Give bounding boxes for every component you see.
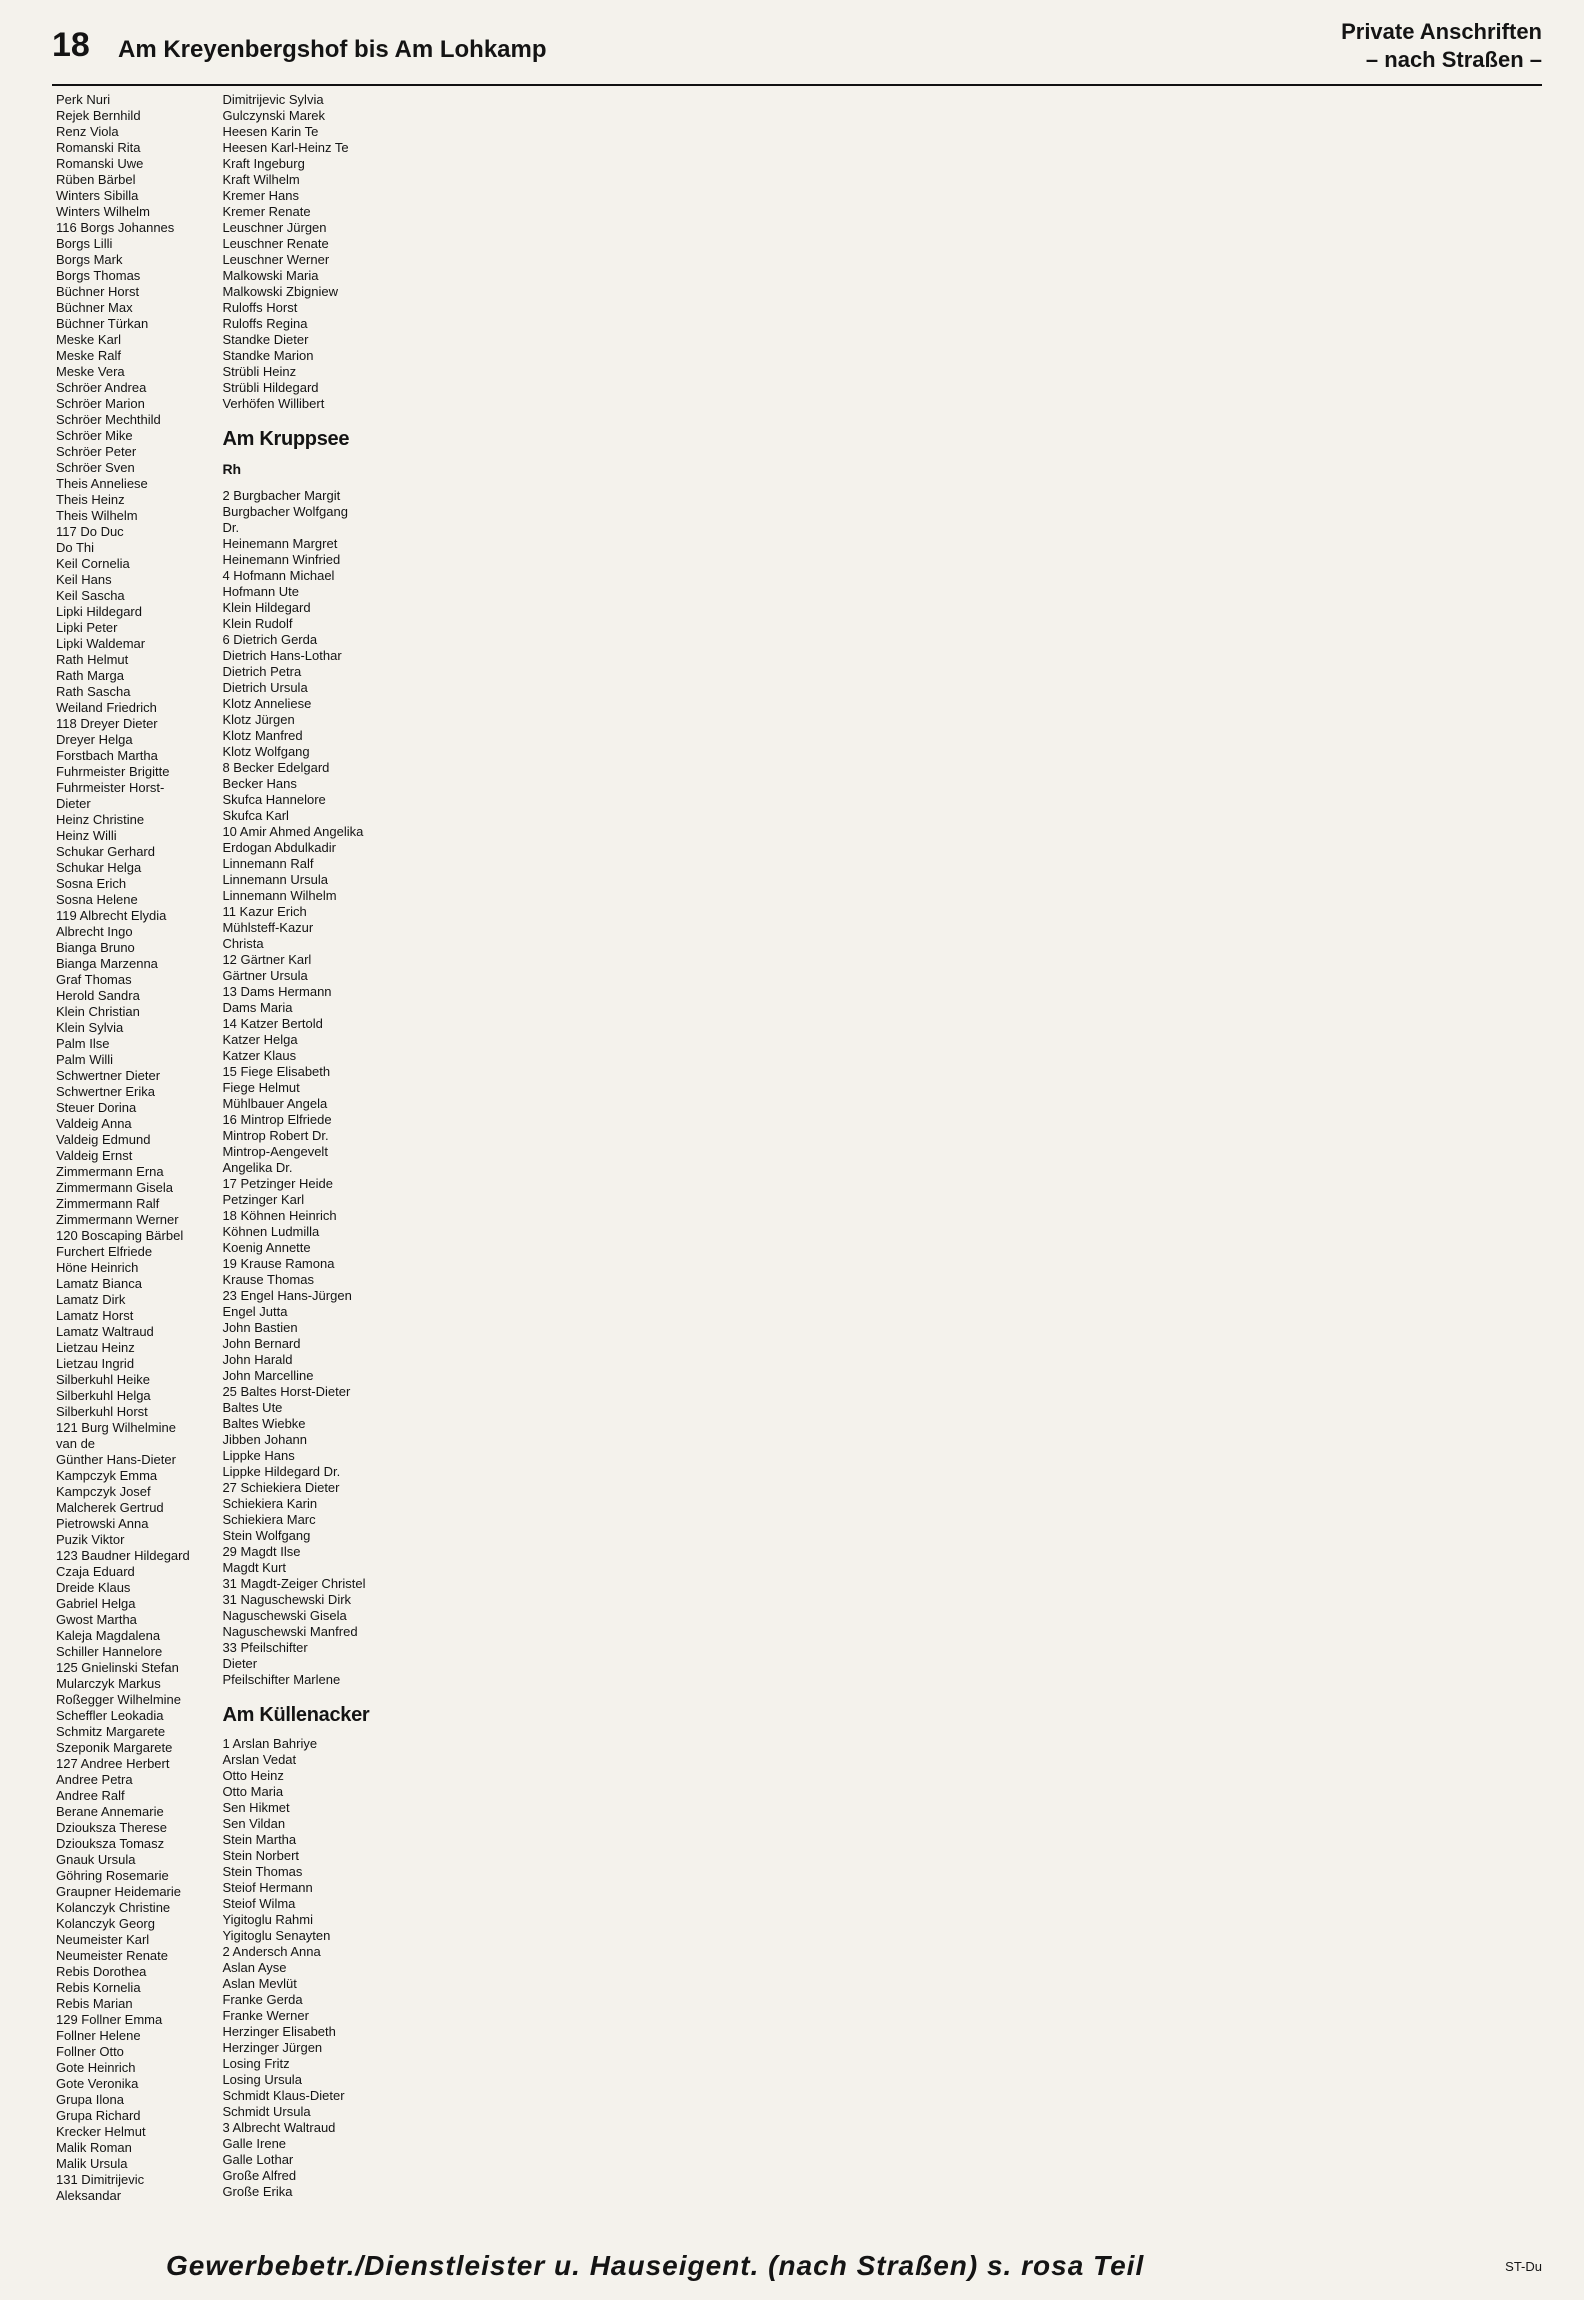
directory-entry: 119 Albrecht Elydia: [56, 908, 167, 923]
street-heading: Am Küllenacker: [222, 1704, 370, 1726]
directory-entry: 23 Engel Hans-Jürgen: [222, 1288, 352, 1303]
directory-entry: Angelika Dr.: [222, 1160, 293, 1175]
header-rule: [52, 84, 1542, 86]
directory-entry: Heinz Willi: [56, 828, 117, 843]
directory-entry: Kremer Hans: [222, 188, 300, 203]
directory-entry: Schmitz Margarete: [56, 1724, 166, 1739]
directory-columns: [56, 92, 1542, 2230]
directory-entry: Stein Martha: [222, 1832, 297, 1847]
directory-column-4: [555, 92, 709, 2230]
directory-entry: Fuhrmeister Horst-: [56, 780, 165, 795]
directory-entry: Herzinger Jürgen: [222, 2040, 323, 2055]
directory-entry: Zimmermann Gisela: [56, 1180, 174, 1195]
directory-entry: Klotz Anneliese: [222, 696, 312, 711]
directory-entry: Galle Irene: [222, 2136, 287, 2151]
directory-entry: 14 Katzer Bertold: [222, 1016, 323, 1031]
directory-entry: 31 Naguschewski Dirk: [222, 1592, 352, 1607]
directory-entry: Gabriel Helga: [56, 1596, 136, 1611]
directory-entry: Leuschner Jürgen: [222, 220, 327, 235]
directory-entry: Dams Maria: [222, 1000, 293, 1015]
directory-entry: Gote Veronika: [56, 2076, 139, 2091]
directory-entry: Silberkuhl Heike: [56, 1372, 150, 1387]
directory-entry: Winters Wilhelm: [56, 204, 150, 219]
directory-entry: Ruloffs Horst: [222, 300, 298, 315]
directory-entry: Lamatz Horst: [56, 1308, 134, 1323]
directory-entry: Kampczyk Emma: [56, 1468, 158, 1483]
directory-entry: Dietrich Petra: [222, 664, 302, 679]
directory-entry: Steiof Wilma: [222, 1896, 296, 1911]
directory-entry: Sen Hikmet: [222, 1800, 290, 1815]
directory-entry: John Bernard: [222, 1336, 301, 1351]
directory-entry: Burgbacher Wolfgang: [222, 504, 348, 519]
directory-entry: Kraft Ingeburg: [222, 156, 305, 171]
directory-entry: Berane Annemarie: [56, 1804, 164, 1819]
directory-entry: Rath Sascha: [56, 684, 131, 699]
directory-entry: Lamatz Waltraud: [56, 1324, 154, 1339]
directory-entry: Lipki Hildegard: [56, 604, 142, 619]
directory-entry: Kampczyk Josef: [56, 1484, 151, 1499]
directory-entry: Heesen Karin Te: [222, 124, 319, 139]
directory-entry: Standke Marion: [222, 348, 314, 363]
directory-entry: Dziouksza Therese: [56, 1820, 168, 1835]
directory-entry: Weiland Friedrich: [56, 700, 157, 715]
directory-entry: 1 Arslan Bahriye: [222, 1736, 318, 1751]
directory-entry: Neumeister Renate: [56, 1948, 168, 1963]
directory-entry: Mühlsteff-Kazur: [222, 920, 314, 935]
directory-entry: Strübli Hildegard: [222, 380, 319, 395]
directory-entry: Schiekiera Marc: [222, 1512, 316, 1527]
directory-entry: Follner Otto: [56, 2044, 124, 2059]
directory-entry: Katzer Helga: [222, 1032, 298, 1047]
directory-entry: Renz Viola: [56, 124, 119, 139]
directory-entry: Zimmermann Erna: [56, 1164, 164, 1179]
directory-entry: Dziouksza Tomasz: [56, 1836, 165, 1851]
directory-entry: Otto Maria: [222, 1784, 284, 1799]
directory-entry: Rath Marga: [56, 668, 124, 683]
directory-entry: Keil Sascha: [56, 588, 125, 603]
directory-entry: 120 Boscaping Bärbel: [56, 1228, 184, 1243]
directory-entry: 25 Baltes Horst-Dieter: [222, 1384, 351, 1399]
directory-entry: Neumeister Karl: [56, 1932, 150, 1947]
directory-entry: Büchner Horst: [56, 284, 140, 299]
directory-entry: Erdogan Abdulkadir: [222, 840, 336, 855]
directory-entry: 116 Borgs Johannes: [56, 220, 175, 235]
directory-entry: John Marcelline: [222, 1368, 314, 1383]
directory-entry: 29 Magdt Ilse: [222, 1544, 301, 1559]
directory-entry: Borgs Mark: [56, 252, 123, 267]
directory-entry: Meske Vera: [56, 364, 125, 379]
directory-entry: Schröer Mechthild: [56, 412, 161, 427]
directory-entry: Andree Ralf: [56, 1788, 125, 1803]
directory-entry: Koenig Annette: [222, 1240, 311, 1255]
directory-entry: Rath Helmut: [56, 652, 129, 667]
directory-entry: Linnemann Wilhelm: [222, 888, 337, 903]
directory-entry: Malik Roman: [56, 2140, 132, 2155]
directory-entry: Becker Hans: [222, 776, 297, 791]
directory-entry: 121 Burg Wilhelmine: [56, 1420, 176, 1435]
directory-entry: Ruloffs Regina: [222, 316, 308, 331]
directory-entry: 8 Becker Edelgard: [222, 760, 330, 775]
directory-column-6: [888, 92, 1042, 2230]
directory-entry: Herzinger Elisabeth: [222, 2024, 336, 2039]
directory-entry: Galle Lothar: [222, 2152, 294, 2167]
directory-entry: Keil Hans: [56, 572, 112, 587]
directory-entry: Borgs Lilli: [56, 236, 113, 251]
directory-entry: Klein Rudolf: [222, 616, 293, 631]
directory-entry: Leuschner Werner: [222, 252, 330, 267]
directory-entry: Naguschewski Manfred: [222, 1624, 358, 1639]
directory-entry: Franke Werner: [222, 2008, 309, 2023]
directory-entry: Krause Thomas: [222, 1272, 314, 1287]
directory-entry: Skufca Hannelore: [222, 792, 326, 807]
directory-entry: 127 Andree Herbert: [56, 1756, 170, 1771]
directory-entry: Valdeig Edmund: [56, 1132, 151, 1147]
directory-entry: Graf Thomas: [56, 972, 132, 987]
directory-entry: Malkowski Zbigniew: [222, 284, 339, 299]
directory-entry: Yigitoglu Senayten: [222, 1928, 331, 1943]
directory-entry: Dimitrijevic Sylvia: [222, 92, 324, 107]
directory-entry: Albrecht Ingo: [56, 924, 133, 939]
directory-entry: Scheffler Leokadia: [56, 1708, 164, 1723]
directory-entry: Heinz Christine: [56, 812, 145, 827]
directory-entry: Gärtner Ursula: [222, 968, 308, 983]
directory-entry: Schiller Hannelore: [56, 1644, 163, 1659]
directory-entry: Lietzau Ingrid: [56, 1356, 135, 1371]
directory-entry: Franke Gerda: [222, 1992, 303, 2007]
directory-entry: Rebis Marian: [56, 1996, 133, 2011]
directory-entry: Mintrop Robert Dr.: [222, 1128, 329, 1143]
directory-entry: Keil Cornelia: [56, 556, 130, 571]
directory-entry: Romanski Rita: [56, 140, 141, 155]
directory-entry: Kraft Wilhelm: [222, 172, 300, 187]
directory-entry: Schwertner Dieter: [56, 1068, 161, 1083]
directory-entry: Kaleja Magdalena: [56, 1628, 161, 1643]
directory-entry: Klotz Jürgen: [222, 712, 295, 727]
directory-column-2: [222, 92, 376, 2230]
directory-entry: Klotz Manfred: [222, 728, 303, 743]
directory-entry: Bianga Bruno: [56, 940, 135, 955]
directory-entry: Theis Anneliese: [56, 476, 148, 491]
directory-entry: Palm Ilse: [56, 1036, 110, 1051]
directory-entry: Dieter: [56, 796, 91, 811]
directory-entry: Roßegger Wilhelmine: [56, 1692, 181, 1707]
directory-entry: Arslan Vedat: [222, 1752, 297, 1767]
directory-entry: 31 Magdt-Zeiger Christel: [222, 1576, 366, 1591]
directory-entry: Jibben Johann: [222, 1432, 308, 1447]
directory-entry: Losing Fritz: [222, 2056, 290, 2071]
directory-entry: John Harald: [222, 1352, 293, 1367]
directory-entry: Göhring Rosemarie: [56, 1868, 169, 1883]
directory-entry: 33 Pfeilschifter: [222, 1640, 308, 1655]
directory-entry: Günther Hans-Dieter: [56, 1452, 176, 1467]
directory-entry: Stein Norbert: [222, 1848, 300, 1863]
directory-entry: Skufca Karl: [222, 808, 289, 823]
directory-entry: Dreide Klaus: [56, 1580, 131, 1595]
directory-entry: 10 Amir Ahmed Angelika: [222, 824, 364, 839]
directory-entry: 118 Dreyer Dieter: [56, 716, 158, 731]
directory-entry: Lippke Hans: [222, 1448, 295, 1463]
directory-entry: Fiege Helmut: [222, 1080, 300, 1095]
directory-entry: Otto Heinz: [222, 1768, 284, 1783]
directory-entry: Schröer Mike: [56, 428, 133, 443]
directory-entry: Malkowski Maria: [222, 268, 319, 283]
directory-entry: Kolanczyk Christine: [56, 1900, 171, 1915]
directory-entry: Sen Vildan: [222, 1816, 286, 1831]
directory-entry: Kolanczyk Georg: [56, 1916, 155, 1931]
directory-entry: Katzer Klaus: [222, 1048, 297, 1063]
directory-entry: Lipki Peter: [56, 620, 118, 635]
directory-entry: Losing Ursula: [222, 2072, 302, 2087]
directory-entry: Aslan Ayse: [222, 1960, 287, 1975]
directory-entry: Gwost Martha: [56, 1612, 137, 1627]
directory-column-8: [1221, 92, 1375, 2230]
directory-entry: Rebis Kornelia: [56, 1980, 141, 1995]
section-label-line1: Private Anschriften: [1341, 19, 1542, 44]
directory-column-3: [389, 92, 543, 2230]
directory-entry: Höne Heinrich: [56, 1260, 139, 1275]
directory-entry: Strübli Heinz: [222, 364, 297, 379]
directory-entry: Krecker Helmut: [56, 2124, 146, 2139]
directory-entry: 4 Hofmann Michael: [222, 568, 335, 583]
directory-entry: Mularczyk Markus: [56, 1676, 161, 1691]
directory-entry: Furchert Elfriede: [56, 1244, 153, 1259]
directory-entry: Leuschner Renate: [222, 236, 329, 251]
directory-entry: Rüben Bärbel: [56, 172, 136, 187]
directory-entry: Schröer Sven: [56, 460, 135, 475]
directory-entry: Schukar Helga: [56, 860, 142, 875]
directory-entry: Standke Dieter: [222, 332, 309, 347]
directory-entry: 16 Mintrop Elfriede: [222, 1112, 332, 1127]
directory-entry: 11 Kazur Erich: [222, 904, 307, 919]
directory-entry: Magdt Kurt: [222, 1560, 287, 1575]
directory-entry: 12 Gärtner Karl: [222, 952, 312, 967]
page-number: 18: [52, 26, 90, 64]
directory-entry: Petzinger Karl: [222, 1192, 305, 1207]
directory-entry: Linnemann Ralf: [222, 856, 314, 871]
directory-entry: 18 Köhnen Heinrich: [222, 1208, 337, 1223]
directory-entry: 123 Baudner Hildegard: [56, 1548, 190, 1563]
directory-entry: Büchner Max: [56, 300, 133, 315]
directory-entry: Schwertner Erika: [56, 1084, 155, 1099]
directory-entry: Aslan Mevlüt: [222, 1976, 297, 1991]
directory-entry: Steiof Hermann: [222, 1880, 313, 1895]
directory-entry: Köhnen Ludmilla: [222, 1224, 320, 1239]
directory-entry: Stein Thomas: [222, 1864, 303, 1879]
directory-entry: Schukar Gerhard: [56, 844, 155, 859]
directory-column-5: [722, 92, 876, 2230]
directory-entry: Graupner Heidemarie: [56, 1884, 182, 1899]
directory-entry: Valdeig Ernst: [56, 1148, 133, 1163]
directory-entry: John Bastien: [222, 1320, 298, 1335]
directory-entry: Schiekiera Karin: [222, 1496, 318, 1511]
directory-entry: Pfeilschifter Marlene: [222, 1672, 341, 1687]
directory-entry: Meske Karl: [56, 332, 122, 347]
directory-entry: Romanski Uwe: [56, 156, 144, 171]
directory-entry: Sosna Helene: [56, 892, 138, 907]
directory-entry: Winters Sibilla: [56, 188, 139, 203]
directory-entry: Aleksandar: [56, 2188, 122, 2203]
directory-entry: Linnemann Ursula: [222, 872, 328, 887]
directory-entry: Forstbach Martha: [56, 748, 158, 763]
directory-entry: Schröer Marion: [56, 396, 145, 411]
directory-entry: Silberkuhl Horst: [56, 1404, 148, 1419]
directory-entry: Borgs Thomas: [56, 268, 141, 283]
directory-entry: Grupa Richard: [56, 2108, 141, 2123]
directory-entry: Follner Helene: [56, 2028, 141, 2043]
directory-entry: Klein Christian: [56, 1004, 140, 1019]
directory-entry: Schmidt Klaus-Dieter: [222, 2088, 345, 2103]
directory-entry: Do Thi: [56, 540, 95, 555]
directory-entry: Schröer Peter: [56, 444, 137, 459]
directory-entry: Naguschewski Gisela: [222, 1608, 347, 1623]
directory-entry: Herold Sandra: [56, 988, 140, 1003]
directory-entry: Czaja Eduard: [56, 1564, 135, 1579]
directory-entry: Grupa Ilona: [56, 2092, 124, 2107]
directory-entry: Puzik Viktor: [56, 1532, 125, 1547]
directory-entry: Theis Heinz: [56, 492, 125, 507]
directory-column-1: [56, 92, 210, 2230]
street-heading: Am Kruppsee: [222, 428, 350, 450]
directory-column-7: [1055, 92, 1209, 2230]
directory-entry: Große Alfred: [222, 2168, 297, 2183]
directory-entry: Schröer Andrea: [56, 380, 147, 395]
directory-entry: 117 Do Duc: [56, 524, 124, 539]
directory-entry: Rejek Bernhild: [56, 108, 141, 123]
directory-entry: Pietrowski Anna: [56, 1516, 149, 1531]
directory-entry: Palm Willi: [56, 1052, 114, 1067]
directory-entry: Heesen Karl-Heinz Te: [222, 140, 349, 155]
directory-entry: Lamatz Bianca: [56, 1276, 142, 1291]
directory-entry: 3 Albrecht Waltraud: [222, 2120, 336, 2135]
directory-entry: Gnauk Ursula: [56, 1852, 136, 1867]
section-label-line2: – nach Straßen –: [1365, 47, 1542, 72]
footer-code: ST-Du: [1505, 2259, 1542, 2274]
directory-entry: 125 Gnielinski Stefan: [56, 1660, 179, 1675]
directory-entry: Rebis Dorothea: [56, 1964, 147, 1979]
directory-entry: Lietzau Heinz: [56, 1340, 135, 1355]
directory-entry: Heinemann Margret: [222, 536, 338, 551]
directory-entry: Zimmermann Ralf: [56, 1196, 160, 1211]
directory-entry: 15 Fiege Elisabeth: [222, 1064, 331, 1079]
directory-entry: 27 Schiekiera Dieter: [222, 1480, 340, 1495]
directory-entry: Klein Hildegard: [222, 600, 311, 615]
directory-entry: 13 Dams Hermann: [222, 984, 332, 999]
directory-column-9: [1388, 92, 1542, 2230]
directory-entry: Silberkuhl Helga: [56, 1388, 151, 1403]
directory-entry: 6 Dietrich Gerda: [222, 632, 318, 647]
directory-entry: Engel Jutta: [222, 1304, 288, 1319]
directory-entry: Dietrich Ursula: [222, 680, 308, 695]
directory-entry: Büchner Türkan: [56, 316, 149, 331]
directory-entry: Klein Sylvia: [56, 1020, 124, 1035]
directory-entry: 131 Dimitrijevic: [56, 2172, 145, 2187]
directory-entry: Baltes Wiebke: [222, 1416, 306, 1431]
directory-entry: Zimmermann Werner: [56, 1212, 179, 1227]
directory-entry: Große Erika: [222, 2184, 293, 2199]
directory-entry: Theis Wilhelm: [56, 508, 138, 523]
page-title: Am Kreyenbergshof bis Am Lohkamp: [118, 36, 547, 63]
directory-entry: Perk Nuri: [56, 92, 111, 107]
directory-entry: Dieter: [222, 1656, 258, 1671]
directory-entry: Meske Ralf: [56, 348, 122, 363]
directory-entry: Lippke Hildegard Dr.: [222, 1464, 341, 1479]
page-header: [52, 18, 1542, 80]
directory-entry: 2 Burgbacher Margit: [222, 488, 341, 503]
directory-entry: 2 Andersch Anna: [222, 1944, 321, 1959]
directory-entry: Hofmann Ute: [222, 584, 300, 599]
directory-entry: Mühlbauer Angela: [222, 1096, 328, 1111]
directory-entry: Kremer Renate: [222, 204, 311, 219]
directory-entry: Valdeig Anna: [56, 1116, 132, 1131]
directory-entry: Mintrop-Aengevelt: [222, 1144, 328, 1159]
directory-entry: 129 Follner Emma: [56, 2012, 163, 2027]
directory-entry: 17 Petzinger Heide: [222, 1176, 334, 1191]
directory-entry: 19 Krause Ramona: [222, 1256, 335, 1271]
section-label: [1341, 18, 1542, 74]
directory-entry: Yigitoglu Rahmi: [222, 1912, 313, 1927]
directory-entry: Szeponik Margarete: [56, 1740, 173, 1755]
directory-entry: Fuhrmeister Brigitte: [56, 764, 170, 779]
directory-entry: Steuer Dorina: [56, 1100, 137, 1115]
directory-entry: Christa: [222, 936, 264, 951]
directory-entry: Malik Ursula: [56, 2156, 128, 2171]
directory-entry: Heinemann Winfried: [222, 552, 341, 567]
directory-entry: Bianga Marzenna: [56, 956, 158, 971]
directory-entry: Gulczynski Marek: [222, 108, 326, 123]
district-code: Rh: [222, 461, 242, 477]
directory-entry: Sosna Erich: [56, 876, 127, 891]
directory-entry: Lamatz Dirk: [56, 1292, 126, 1307]
directory-entry: van de: [56, 1436, 96, 1451]
directory-entry: Stein Wolfgang: [222, 1528, 311, 1543]
directory-entry: Schmidt Ursula: [222, 2104, 311, 2119]
directory-entry: Dreyer Helga: [56, 732, 133, 747]
footer-note: Gewerbebetr./Dienstleister u. Hauseigent. (nach Straßen) s. rosa Teil: [166, 2250, 1145, 2281]
directory-entry: Malcherek Gertrud: [56, 1500, 164, 1515]
directory-entry: Klotz Wolfgang: [222, 744, 310, 759]
directory-entry: Baltes Ute: [222, 1400, 283, 1415]
directory-entry: Lipki Waldemar: [56, 636, 146, 651]
directory-entry: Verhöfen Willibert: [222, 396, 325, 411]
directory-entry: Gote Heinrich: [56, 2060, 136, 2075]
directory-entry: Dr.: [222, 520, 240, 535]
directory-entry: Andree Petra: [56, 1772, 133, 1787]
directory-entry: Dietrich Hans-Lothar: [222, 648, 342, 663]
